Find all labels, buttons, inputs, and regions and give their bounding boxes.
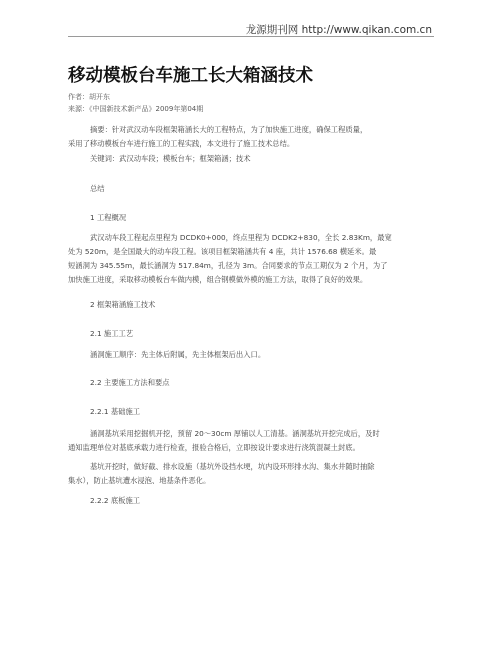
paragraph-line: 通知监理单位对基底承载力进行检查，报验合格后，立即按设计要求进行浇筑混凝土封底。	[68, 443, 360, 452]
article-title: 移动模板台车施工长大箱涵技术	[68, 66, 313, 86]
article-author: 作者：胡开东	[68, 93, 110, 101]
abstract	[68, 123, 420, 151]
header-site-url: 龙源期刊网 http://www.qikan.com.cn	[245, 24, 432, 36]
section-2-heading: 2 框架箱涵施工技术	[90, 300, 156, 309]
summary-heading: 总结	[90, 184, 105, 193]
header-divider	[68, 36, 434, 37]
section-2-1-heading: 2.1 施工工艺	[90, 329, 134, 338]
section-2-1-text: 涵洞施工顺序：先主体后附属，先主体框架后出入口。	[90, 350, 266, 359]
paragraph-line: 短涵洞为 345.55m，最长涵洞为 517.84m，孔径为 3m。合同要求的节点工期仅为 2 个月，为了	[68, 261, 388, 270]
section-2-2-1-paragraph-1	[68, 427, 420, 455]
section-1-heading: 1 工程概况	[90, 213, 127, 222]
paragraph-line: 加快施工进度，采取移动模板台车做内模，组合钢模做外模的施工方法，取得了良好的效果。	[68, 275, 368, 284]
section-1-paragraph	[68, 231, 420, 287]
paragraph-line: 武汉动车段工程起点里程为 DCDK0+000，终点里程为 DCDK2+830，全长 2.83Km，最宽	[90, 233, 392, 242]
abstract-line: 摘要：针对武汉动车段框架箱涵长大的工程特点，为了加快施工进度，确保工程质量，	[90, 125, 368, 134]
paragraph-line: 涵洞基坑采用挖掘机开挖，预留 20～30cm 厚铺以人工清基。涵洞基坑开挖完成后，及时	[90, 429, 380, 438]
paragraph-line: 基坑开挖时，做好截、排水设施（基坑外设挡水埂，坑内设环形排水沟、集水井随时抽除	[90, 462, 375, 471]
paragraph-line: 集水），防止基坑遭水浸泡、地基条件恶化。	[68, 476, 211, 485]
section-2-2-1-heading: 2.2.1 基础施工	[90, 407, 141, 416]
section-2-2-2-heading: 2.2.2 底板施工	[90, 496, 141, 505]
abstract-line: 采用了移动模板台车进行施工的工程实践，本文进行了施工技术总结。	[68, 139, 295, 148]
paragraph-line: 处为 520m，是全国最大的动车段工程。该项目框架箱涵共有 4 座，共计 1576.68 横延米。最	[68, 247, 377, 256]
keywords: 关键词：武汉动车段；模板台车；框架箱涵；技术	[90, 154, 251, 163]
section-2-2-1-paragraph-2	[68, 460, 420, 488]
section-2-2-heading: 2.2 主要施工方法和要点	[90, 378, 170, 387]
article-source: 来源：《中国新技术新产品》2009年第04期	[68, 105, 204, 113]
